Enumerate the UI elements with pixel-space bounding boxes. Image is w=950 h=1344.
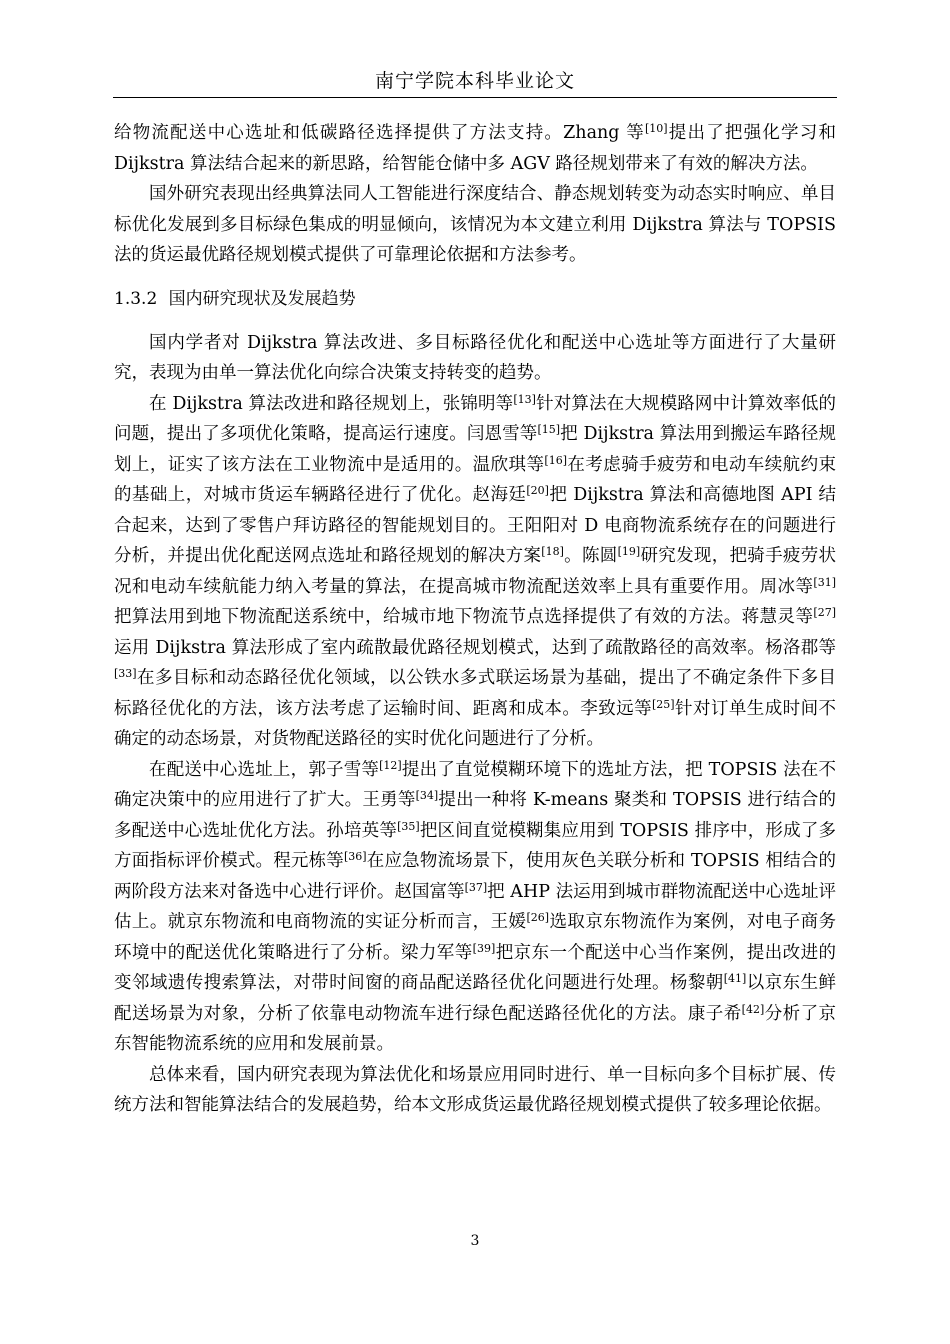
- body-paragraph: [114, 118, 836, 179]
- paragraph-text: 在 Dijkstra 算法改进和路径规划上，张锦明等: [149, 393, 514, 414]
- citation-marker: [20]: [526, 483, 549, 497]
- paragraph-text: 把区间直觉模糊集应用到 TOPSIS 排序中，形成了多方面指标评价模式。程元栋等: [114, 820, 837, 871]
- citation-marker: [41]: [723, 971, 747, 985]
- paragraph-text: 研究发现，把骑手疲劳状况和电动车续航能力纳入考量的算法，在提高城市物流配送效率上具有重要作用。周冰等: [114, 546, 837, 597]
- paragraph-text: 在考虑骑手疲劳和电动车续航约束的基础上，对城市货运车辆路径进行了优化。赵海廷: [114, 454, 837, 505]
- body-paragraph: [114, 389, 836, 755]
- citation-marker: [15]: [537, 422, 561, 436]
- paragraphs-bottom: [114, 328, 836, 1121]
- paragraph-text: 以京东生鲜配送场景为对象，分析了依靠电动物流车进行绿色配送路径优化的方法。康子希: [114, 973, 837, 1024]
- citation-marker: [37]: [464, 880, 488, 894]
- citation-marker: [34]: [415, 788, 439, 802]
- body-paragraph: [114, 1060, 836, 1121]
- citation-marker: [42]: [741, 1002, 765, 1016]
- paragraph-text: 提出了把强化学习和 Dijkstra 算法结合起来的新思路，给智能仓储中多 AGV 路径规划带来了有效的解决方法。: [114, 123, 836, 174]
- paragraph-text: 把 Dijkstra 算法和高德地图 API 结合起来，达到了零售户拜访路径的智能规划目的。王阳阳对 D 电商物流系统存在的问题进行分析，并提出优化配送网点选址和路径规划的解决方案: [114, 485, 836, 566]
- header-rule: [113, 97, 837, 98]
- paragraph-text: 。陈圆: [563, 546, 618, 566]
- citation-marker: [33]: [114, 666, 137, 680]
- citation-marker: [16]: [544, 453, 567, 467]
- paragraph-text: 提出了直觉模糊环境下的选址方法，把 TOPSIS 法在不确定决策中的应用进行了扩大。王勇等: [114, 759, 837, 810]
- paragraph-text: 把算法用到地下物流配送系统中，给城市地下物流节点选择提供了有效的方法。蒋慧灵等: [114, 607, 814, 627]
- citation-marker: [13]: [513, 392, 536, 406]
- paragraph-text: 分析了京东智能物流系统的应用和发展前景。: [114, 1003, 836, 1054]
- paragraph-text: 选取京东物流作为案例，对电子商务环境中的配送优化策略进行了分析。梁力军等: [114, 912, 836, 963]
- paragraph-text: 在应急物流场景下，使用灰色关联分析和 TOPSIS 相结合的两阶段方法来对备选中心进行评价。赵国富等: [114, 851, 837, 902]
- section-title: 国内研究现状及发展趋势: [168, 288, 356, 309]
- citation-marker: [35]: [397, 819, 420, 833]
- citation-marker: [10]: [644, 121, 668, 135]
- paragraph-text: 把 Dijkstra 算法用到搬运车路径规划上，证实了该方法在工业物流中是适用的。温欣琪等: [114, 424, 836, 475]
- running-header: 南宁学院本科毕业论文: [374, 70, 575, 92]
- paragraphs-top: [114, 118, 836, 271]
- citation-marker: [19]: [617, 544, 641, 558]
- paragraph-text: 在多目标和动态路径优化领域，以公铁水多式联运场景为基础，提出了不确定条件下多目标路径优化的方法，该方法考虑了运输时间、距离和成本。李致远等: [114, 668, 836, 719]
- paragraph-text: 给物流配送中心选址和低碳路径选择提供了方法支持。Zhang 等: [114, 123, 645, 143]
- page-number: 3: [470, 1233, 480, 1249]
- citation-marker: [27]: [813, 605, 836, 619]
- citation-marker: [25]: [652, 697, 675, 711]
- citation-marker: [36]: [344, 849, 367, 863]
- paragraph-text: 把京东一个配送中心当作案例，提出改进的变邻域遗传搜索算法，对带时间窗的商品配送路径优化问题进行处理。杨黎朝: [114, 942, 837, 993]
- citation-marker: [12]: [379, 758, 402, 772]
- paragraph-text: 提出一种将 K-means 聚类和 TOPSIS 进行结合的多配送中心选址优化方法。孙培英等: [114, 790, 836, 841]
- section-number: 1.3.2: [114, 288, 158, 309]
- citation-marker: [18]: [541, 544, 564, 558]
- citation-marker: [26]: [526, 910, 550, 924]
- paragraph-text: 在配送中心选址上，郭子雪等: [149, 759, 380, 780]
- paragraph-text: 总体来看，国内研究表现为算法优化和场景应用同时进行、单一目标向多个目标扩展、传统方法和智能算法结合的发展趋势，给本文形成货运最优路径规划模式提供了较多理论依据。: [114, 1064, 836, 1115]
- paragraph-text: 国外研究表现出经典算法同人工智能进行深度结合、静态规划转变为动态实时响应、单目标优化发展到多目标绿色集成的明显倾向，该情况为本文建立利用 Dijkstra 算法与 TOPSIS 法的货运最优路径规划模式提供了可靠理论依据和方法参考。: [114, 184, 836, 265]
- page-body: [114, 118, 836, 1121]
- body-paragraph: [114, 179, 836, 271]
- citation-marker: [31]: [813, 575, 836, 589]
- body-paragraph: [114, 328, 836, 389]
- paragraph-text: 针对算法在大规模路网中计算效率低的问题，提出了多项优化策略，提高运行速度。闫恩雪等: [114, 393, 836, 444]
- paragraph-text: 国内学者对 Dijkstra 算法改进、多目标路径优化和配送中心选址等方面进行了大量研究，表现为由单一算法优化向综合决策支持转变的趋势。: [114, 332, 836, 383]
- section-heading: [114, 285, 836, 313]
- paragraph-text: 把 AHP 法运用到城市群物流配送中心选址评估上。就京东物流和电商物流的实证分析而言，王媛: [114, 881, 836, 932]
- body-paragraph: [114, 755, 836, 1060]
- citation-marker: [39]: [472, 941, 496, 955]
- paragraph-text: 运用 Dijkstra 算法形成了室内疏散最优路径规划模式，达到了疏散路径的高效率。杨洛郡等: [114, 637, 836, 658]
- paragraph-text: 针对订单生成时间不确定的动态场景，对货物配送路径的实时优化问题进行了分析。: [114, 698, 837, 749]
